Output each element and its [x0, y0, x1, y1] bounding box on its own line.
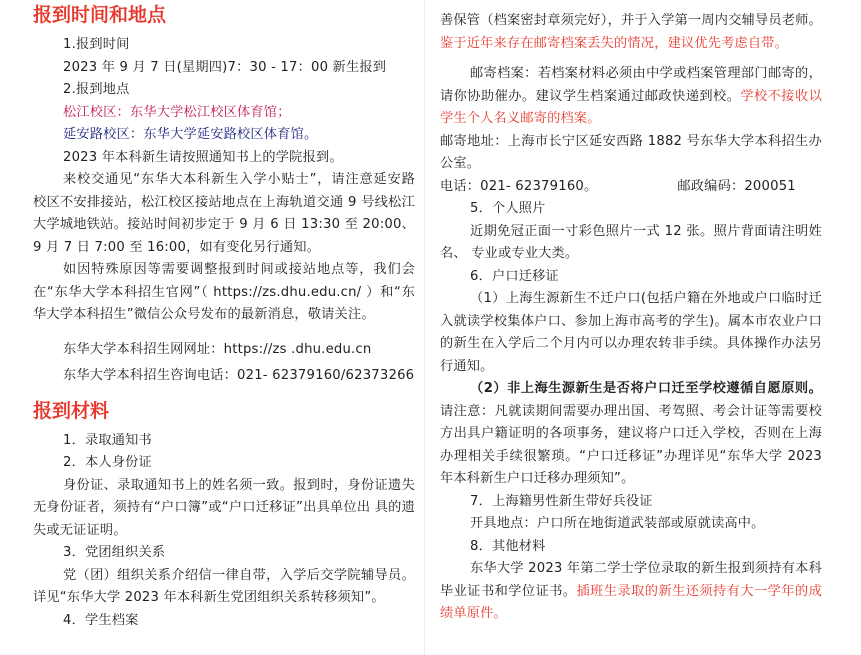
website-link[interactable]: 东华大学本科招生网网址：https://zs .dhu.edu.cn — [63, 341, 372, 357]
material-student-archive: 4．学生档案 — [63, 612, 139, 628]
songjiang-campus: 松江校区：东华大学松江校区体育馆； — [63, 104, 291, 120]
mail-archive-text: 邮寄档案：若档案材料必须由中学或档案管理部门邮寄的，请你协助催办。建议学生档案通过邮政快递到校。 — [440, 66, 822, 104]
transfer-student-note: 插班生录取的新生还须持有大一学年的成绩单原件。 — [440, 583, 823, 621]
hukou-nonlocal-text: 请注意：凡就读期间需要办理出国、考驾照、考会计证等需要校方出具户籍证明的各项事务，建议将户口迁入学校，否则在上海办理相关手续很繁琐。“户口迁移证”办理详见“东华大学 2023 年本科新生户口迁移办理须知”。 — [440, 403, 822, 486]
other-materials-text: 东华大学 2023 年第二学士学位录取的新生报到须持有本科 毕业证书和学位证书。 — [440, 561, 822, 599]
item-time-title: 1.报到时间 — [63, 37, 130, 52]
hukou-nonlocal-bold: （2）非上海生源新生是否将户口迁至学校遵循自愿原则。 — [470, 381, 822, 396]
military-cert-note: 开具地点：户口所在地街道武装部或原就读高中。 — [470, 516, 765, 531]
item-place-title: 2.报到地点 — [63, 82, 130, 97]
transport-note: 来校交通见“东华大本科新生入学小贴士”，请注意延安路 校区不安排接站，松江校区接站地点在上海轨道交通 9 号线松江 大学城地铁站。接站时间初步定于 9 月 6 日 13:30 至 20:00、9 月 7 日 7:00 至 16:00，如有变化另行通知。 — [33, 172, 415, 255]
special-note: 如因特殊原因等需要调整报到时间或接站地点等，我们会在“东华大学本科招生官网”（ https://zs.dhu.edu.cn/ ）和“东华大学本科招生”微信公众号发布的最新消息，敬请关注。 — [33, 262, 415, 322]
consult-phone: 东华大学本科招生咨询电话：021- 62379160/62373266 — [63, 368, 415, 383]
section-heading-time-place: 报到时间和地点 — [33, 4, 167, 26]
material-party-relation: 3．党团组织关系 — [63, 545, 166, 560]
archive-note-text: 善保管（档案密封章须完好），并于入学第一周内交辅导员老师。 — [440, 13, 822, 28]
left-column — [33, 2, 415, 632]
hukou-nonlocal-note — [440, 378, 822, 491]
section-heading-materials: 报到材料 — [33, 399, 110, 422]
material-military-cert: 7．上海籍男性新生带好兵役证 — [470, 493, 653, 509]
material-hukou: 6．户口迁移证 — [470, 268, 559, 284]
column-divider — [424, 0, 425, 655]
photo-note: 近期免冠正面一寸彩色照片一式 12 张。照片背面请注明姓名、 专业或专业大类。 — [440, 223, 822, 261]
mail-contact — [440, 176, 822, 199]
material-admission-letter: 1．录取通知书 — [63, 432, 152, 448]
other-materials-note — [440, 558, 822, 626]
report-time: 2023 年 9 月 7 日(星期四)7：30 - 17：00 新生报到 — [63, 59, 387, 75]
hukou-shanghai-note: （1）上海生源新生不迁户口(包括户籍在外地或户口临时迁入就读学校集体户口、参加上海市高考的学生)。属本市农业户口的新生在入学后二个月内可以办理农转非手续。具体操作办法另行通知。 — [440, 291, 822, 374]
material-id-card: 2．本人身份证 — [63, 455, 152, 470]
mail-postcode: 邮政编码：200051 — [677, 178, 796, 194]
mail-archive-warning: 学校不接收以学生个人名义邮寄的档案。 — [440, 88, 822, 126]
archive-note — [440, 10, 822, 55]
mail-archive-note — [440, 63, 822, 131]
mail-phone: 电话：021- 62379160。 — [440, 178, 598, 194]
material-other: 8．其他材料 — [470, 538, 546, 554]
material-photo: 5．个人照片 — [470, 201, 546, 216]
party-relation-note: 党（团）组织关系介绍信一律自带，入学后交学院辅导员。 详见“东华大学 2023 年本科新生党团组织关系转移须知”。 — [33, 567, 415, 605]
archive-warning: 鉴于近年来存在邮寄档案丢失的情况，建议优先考虑自带。 — [440, 35, 789, 51]
yanan-campus: 延安路校区：东华大学延安路校区体育馆。 — [63, 127, 318, 142]
college-note: 2023 年本科新生请按照通知书上的学院报到。 — [63, 149, 343, 165]
right-column — [440, 10, 822, 626]
mail-address: 邮寄地址：上海市长宁区延安西路 1882 号东华大学本科招生办公室。 — [440, 133, 822, 171]
id-card-note: 身份证、录取通知书上的姓名须一致。报到时，身份证遗失无身份证者，须持有“户口簿”或“户口迁移证”出具单位出 具的遗失或无证证明。 — [33, 477, 415, 538]
